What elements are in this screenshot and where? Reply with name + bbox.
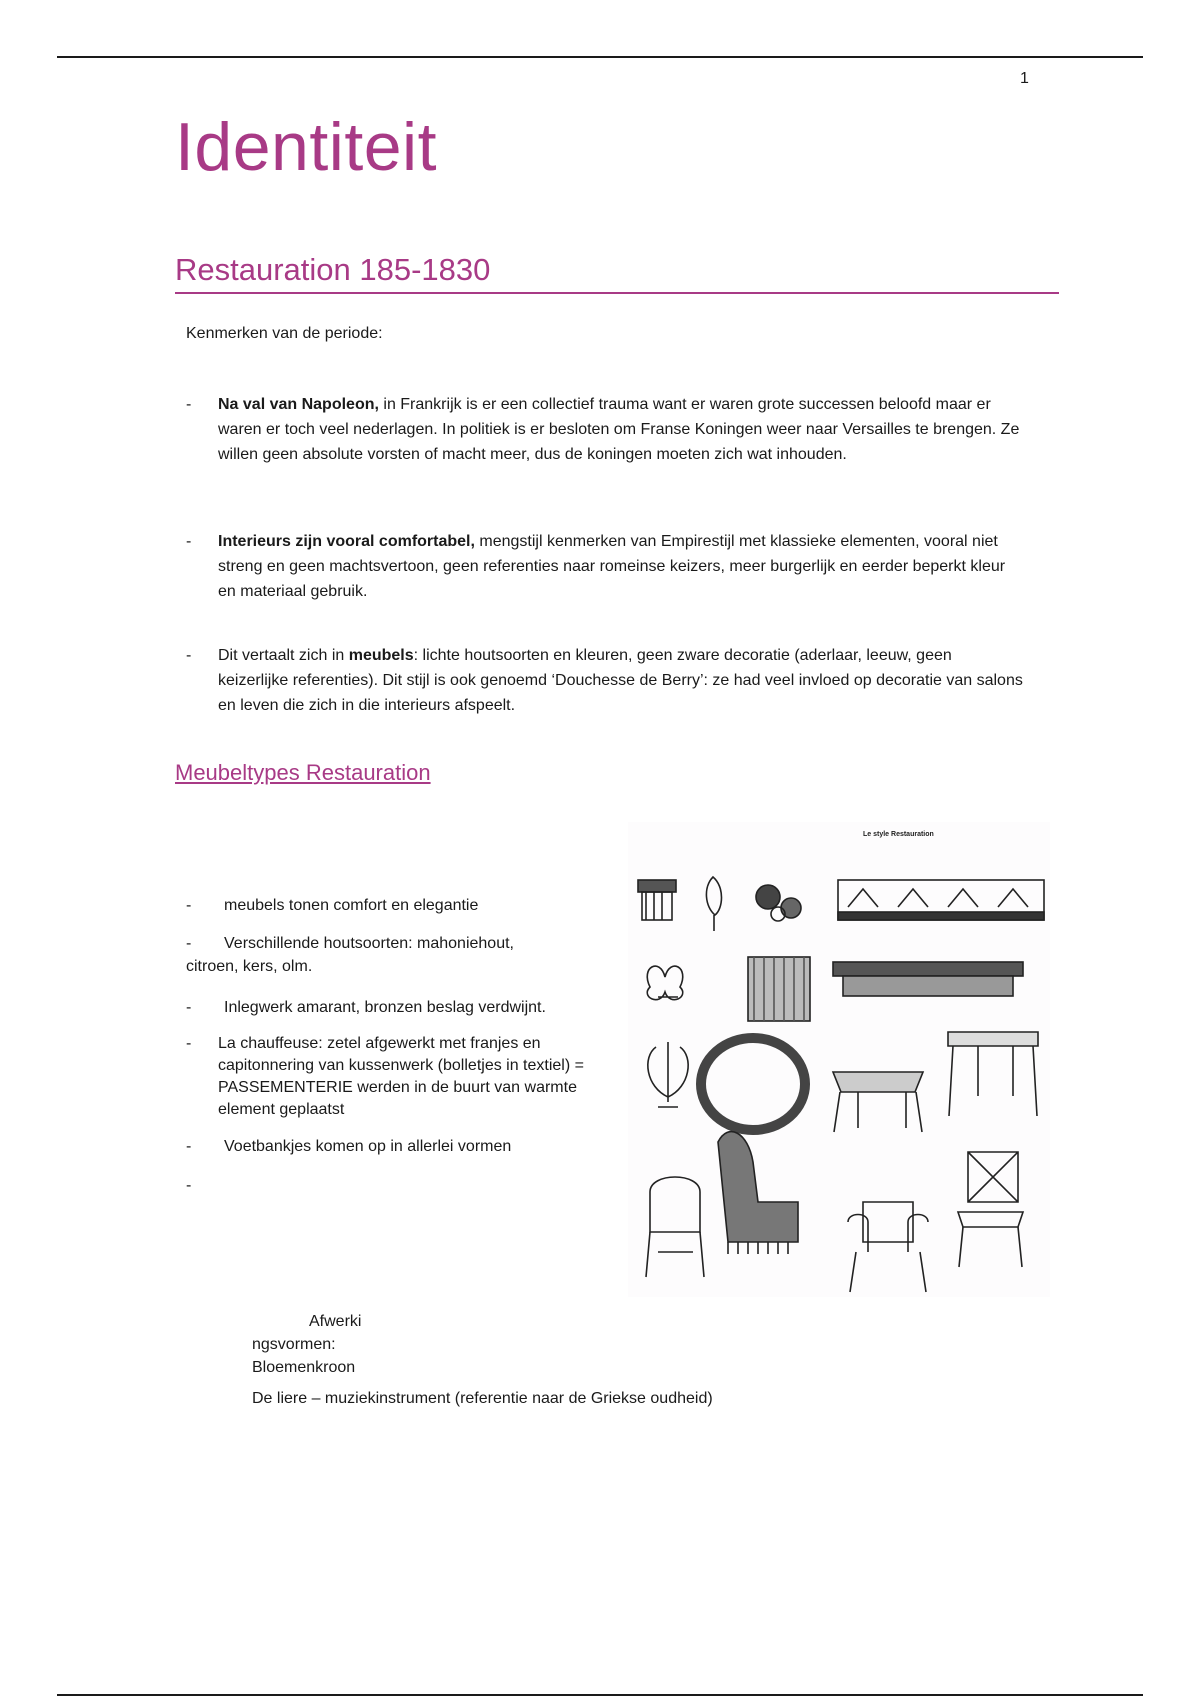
page-title: Identiteit [175,109,438,185]
bullet-dash: - [186,1138,192,1155]
cornice-sketch [638,880,676,920]
side-table-sketch [948,1032,1038,1116]
list-item-text: La chauffeuse: zetel afgewerkt met franjes en capitonnering van kussenwerk (bolletjes in textiel) = PASSEMENTERIE werden in de buurt van warmte element geplaatst [218,1035,584,1118]
list-item-text: Na val van Napoleon, in Frankrijk is er een collectief trauma want er waren grote successen beloofd maar er waren er toch veel nederlagen. In politiek is er besloten om Franse Koningen weer naar Versailles te brengen. Ze willen geen absolute vorsten of macht meer, dus de koningen moeten zich wat inhouden. [218,396,1020,463]
furniture-sketch-plate [628,822,1050,1297]
lyre-sketch [648,1042,688,1107]
ornament-sketch [706,877,721,931]
round-mirror-sketch [701,1038,805,1130]
page-number: 1 [1020,70,1029,87]
header-rule [57,56,1143,58]
list-item-text: Interieurs zijn vooral comfortabel, mengstijl kenmerken van Empirestijl met klassieke elementen, vooral niet streng en geen machtsvertoon, geen referenties naar romeinse keizers, meer burgerlijk en eerder beperkt kleur en materiaal gebruik. [218,533,1006,600]
list-item-text: Inlegwerk amarant, bronzen beslag verdwijnt. [224,999,546,1016]
chair-sketch [958,1152,1023,1267]
shelf-sketch [833,962,1023,996]
chauffeuse-sketch [718,1132,798,1254]
list-item-text: Verschillende houtsoorten: mahoniehout, [224,935,514,952]
list-item [186,1033,596,1121]
fleur-sketch [647,966,683,1000]
bullet-dash: - [186,647,192,664]
bullet-dash: - [186,999,192,1016]
bullet-dash: - [186,1177,192,1194]
subsection-heading: Meubeltypes Restauration [175,760,431,785]
finishing-line: Afwerki [309,1313,362,1330]
section-heading: Restauration 185-1830 [175,252,1059,294]
list-item [186,1135,596,1158]
rosette-sketch [756,885,801,921]
list-item [186,932,596,978]
chair-sketch [646,1177,704,1277]
list-item [186,643,1026,718]
bullet-dash: - [186,935,192,952]
footer-rule [57,1694,1143,1696]
bullet-dash: - [186,533,192,550]
list-item-text: meubels tonen comfort en elegantie [224,897,479,914]
list-item-text-continued: citroen, kers, olm. [186,958,313,975]
curtain-sketch [748,957,810,1021]
list-item [186,529,1026,604]
finishing-forms-text [252,1310,392,1379]
bullet-dash: - [186,897,192,914]
furniture-illustration [628,822,1050,1297]
armchair-sketch [848,1202,928,1292]
footstool-sketch [833,1072,923,1132]
list-item [186,392,1026,467]
lyre-description: De liere – muziekinstrument (referentie naar de Griekse oudheid) [252,1390,713,1407]
finishing-line: Bloemenkroon [252,1359,356,1376]
list-item [186,996,596,1019]
list-item-text: Voetbankjes komen op in allerlei vormen [224,1138,512,1155]
bullet-dash: - [186,396,192,413]
list-item [186,894,596,917]
list-item-text: Dit vertaalt zich in meubels: lichte houtsoorten en kleuren, geen zware decoratie (aderlaar, leeuw, geen keizerlijke referenties). Dit stijl is ook genoemd ‘Douchesse de Berry’: ze had veel invloed op decoratie van salons en leven die zich in die interieurs afspeelt. [218,647,1023,714]
section-intro: Kenmerken van de periode: [186,325,383,342]
figure-caption: Le style Restauration [863,831,934,838]
finishing-line: ngsvormen: [252,1336,336,1353]
frieze-sketch [838,880,1044,920]
bullet-dash: - [186,1035,192,1052]
